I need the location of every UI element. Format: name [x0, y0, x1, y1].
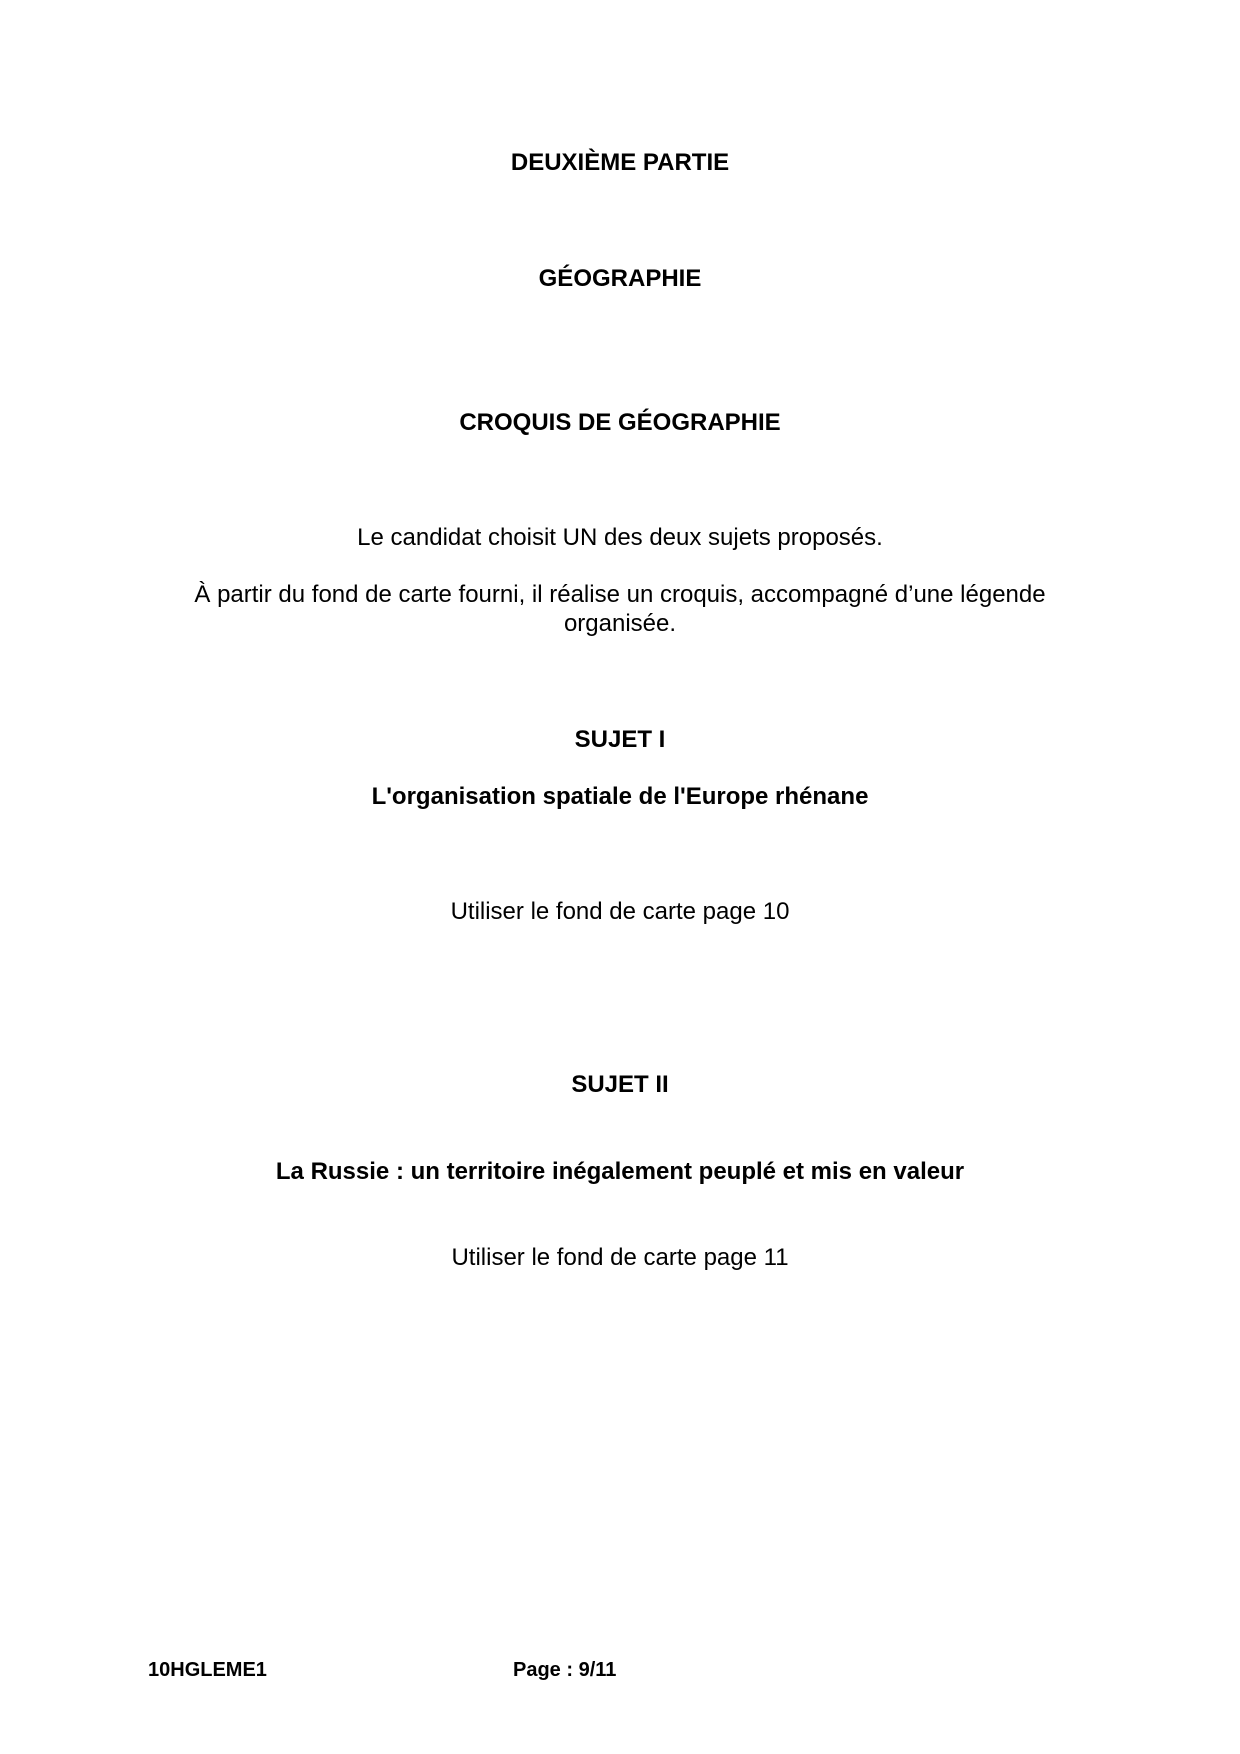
subject-title: GÉOGRAPHIE: [538, 265, 702, 292]
instruction-croquis-line1: À partir du fond de carte fourni, il réalise un croquis, accompagné d’une légende: [194, 581, 1046, 608]
exercise-title: CROQUIS DE GÉOGRAPHIE: [459, 409, 781, 436]
sujet-1-instruction: Utiliser le fond de carte page 10: [450, 898, 790, 925]
sujet-1-label: SUJET I: [574, 726, 666, 753]
sujet-1-title: L'organisation spatiale de l'Europe rhénane: [371, 783, 869, 810]
sujet-2-title: La Russie : un territoire inégalement peuplé et mis en valeur: [275, 1158, 965, 1185]
footer-page-number: Page : 9/11: [513, 1659, 617, 1681]
sujet-2-label: SUJET II: [571, 1071, 669, 1098]
instruction-croquis-line2: organisée.: [563, 610, 677, 637]
sujet-2-instruction: Utiliser le fond de carte page 11: [451, 1244, 789, 1271]
footer-code: 10HGLEME1: [148, 1659, 267, 1681]
part-title: DEUXIÈME PARTIE: [510, 149, 730, 176]
instruction-choose: Le candidat choisit UN des deux sujets proposés.: [357, 524, 883, 551]
